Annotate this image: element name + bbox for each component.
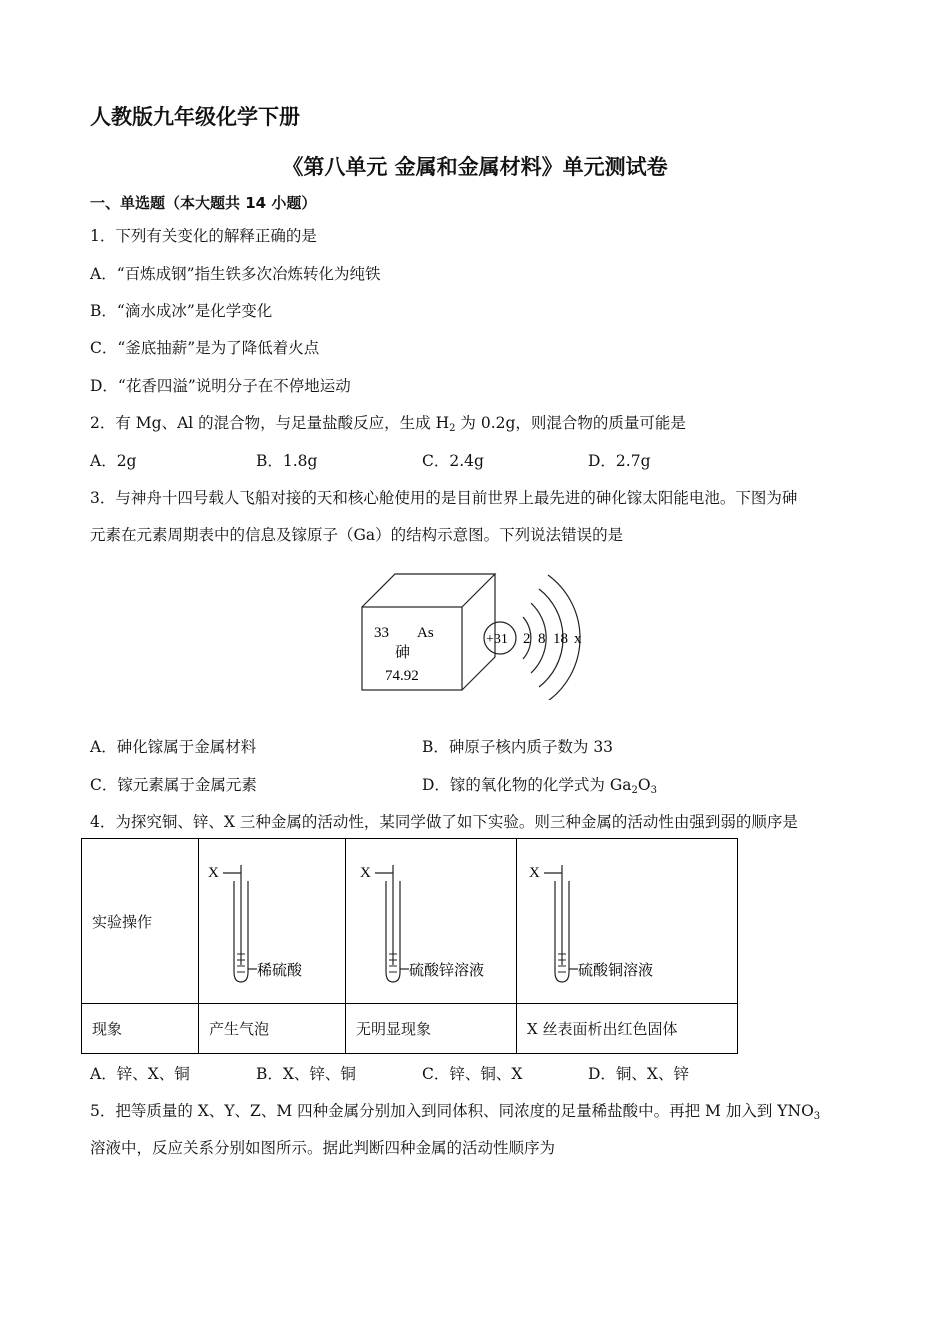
q3-stem-line1: 3．与神舟十四号载人飞船对接的天和核心舱使用的是目前世界上最先进的砷化镓太阳能电池。下图为砷 bbox=[90, 489, 798, 507]
test-tube-figure bbox=[346, 839, 516, 999]
q1-option-a: A．“百炼成钢”指生铁多次冶炼转化为纯铁 bbox=[90, 265, 381, 283]
atom-structure bbox=[484, 575, 582, 700]
q1-stem: 1．下列有关变化的解释正确的是 bbox=[90, 227, 317, 245]
tube-label-1: 稀硫酸 bbox=[257, 961, 303, 979]
q4-option-c: C．锌、铜、X bbox=[422, 1065, 523, 1083]
row-label-operation: 实验操作 bbox=[82, 839, 199, 1004]
q4-option-b: B．X、锌、铜 bbox=[256, 1065, 356, 1083]
q5-stem-line2: 溶液中，反应关系分别如图所示。据此判断四种金属的活动性顺序为 bbox=[90, 1139, 556, 1157]
shell-2: 8 bbox=[538, 631, 546, 647]
q3-option-c: C．镓元素属于金属元素 bbox=[90, 776, 257, 794]
q2-option-b: B．1.8g bbox=[256, 452, 318, 470]
q2-stem: 2．有 Mg、Al 的混合物，与足量盐酸反应，生成 $H_2$ 为 0.2g，则混合物的质量可能是 bbox=[90, 414, 686, 434]
q1-option-c: C．“釜底抽薪”是为了降低着火点 bbox=[90, 339, 320, 357]
nucleus-charge: +31 bbox=[486, 632, 508, 647]
tube-label-3: 硫酸铜溶液 bbox=[578, 961, 654, 979]
q4-option-a: A．锌、X、铜 bbox=[90, 1065, 190, 1083]
tube-cell bbox=[346, 839, 517, 1004]
test-tube-figure bbox=[199, 839, 345, 999]
tube-cell bbox=[517, 839, 738, 1004]
shell-1: 2 bbox=[523, 631, 531, 647]
q4-option-d: D．铜、X、锌 bbox=[588, 1065, 689, 1083]
header-title: 人教版九年级化学下册 bbox=[90, 105, 300, 129]
table-row bbox=[82, 1004, 738, 1054]
q3-option-d: D．镓的氧化物的化学式为 $Ga_2O_3$ bbox=[422, 776, 657, 796]
q3-stem-line2: 元素在元素周期表中的信息及镓原子（Ga）的结构示意图。下列说法错误的是 bbox=[90, 526, 624, 544]
tube-cell bbox=[199, 839, 346, 1004]
exam-title: 《第八单元 金属和金属材料》单元测试卷 bbox=[282, 155, 668, 179]
table-row bbox=[82, 839, 738, 1004]
row-label-phenomenon: 现象 bbox=[82, 1004, 199, 1054]
result-cell: 无明显现象 bbox=[346, 1004, 517, 1054]
section-heading: 一、单选题（本大题共 14 小题） bbox=[90, 194, 317, 212]
q3-figure bbox=[355, 565, 595, 700]
q5-stem-line1: 5．把等质量的 X、Y、Z、M 四种金属分别加入到同体积、同浓度的足量稀盐酸中。再把 M 加入到 $YNO_3$ bbox=[90, 1102, 821, 1122]
element-symbol: As bbox=[417, 625, 434, 641]
result-cell: 产生气泡 bbox=[199, 1004, 346, 1054]
q2-option-a: A．2g bbox=[90, 452, 137, 470]
q2-option-d: D．2.7g bbox=[588, 452, 651, 470]
wire-label: X bbox=[208, 865, 219, 881]
q1-option-b: B．“滴水成冰”是化学变化 bbox=[90, 302, 273, 320]
q3-option-a: A．砷化镓属于金属材料 bbox=[90, 738, 257, 756]
q1-option-d: D．“花香四溢”说明分子在不停地运动 bbox=[90, 377, 351, 395]
element-mass: 74.92 bbox=[385, 668, 419, 684]
shell-4: x bbox=[574, 631, 582, 647]
shell-3: 18 bbox=[553, 631, 568, 647]
experiment-table bbox=[81, 838, 738, 1054]
element-number: 33 bbox=[374, 625, 389, 641]
element-name: 砷 bbox=[395, 643, 411, 661]
q4-stem: 4．为探究铜、锌、X 三种金属的活动性，某同学做了如下实验。则三种金属的活动性由强到弱的顺序是 bbox=[90, 813, 798, 831]
wire-label: X bbox=[529, 865, 540, 881]
test-tube-figure bbox=[517, 839, 737, 999]
result-cell: X 丝表面析出红色固体 bbox=[517, 1004, 738, 1054]
q2-option-c: C．2.4g bbox=[422, 452, 484, 470]
tube-label-2: 硫酸锌溶液 bbox=[409, 961, 485, 979]
q3-option-b: B．砷原子核内质子数为 33 bbox=[422, 738, 614, 756]
wire-label: X bbox=[360, 865, 371, 881]
